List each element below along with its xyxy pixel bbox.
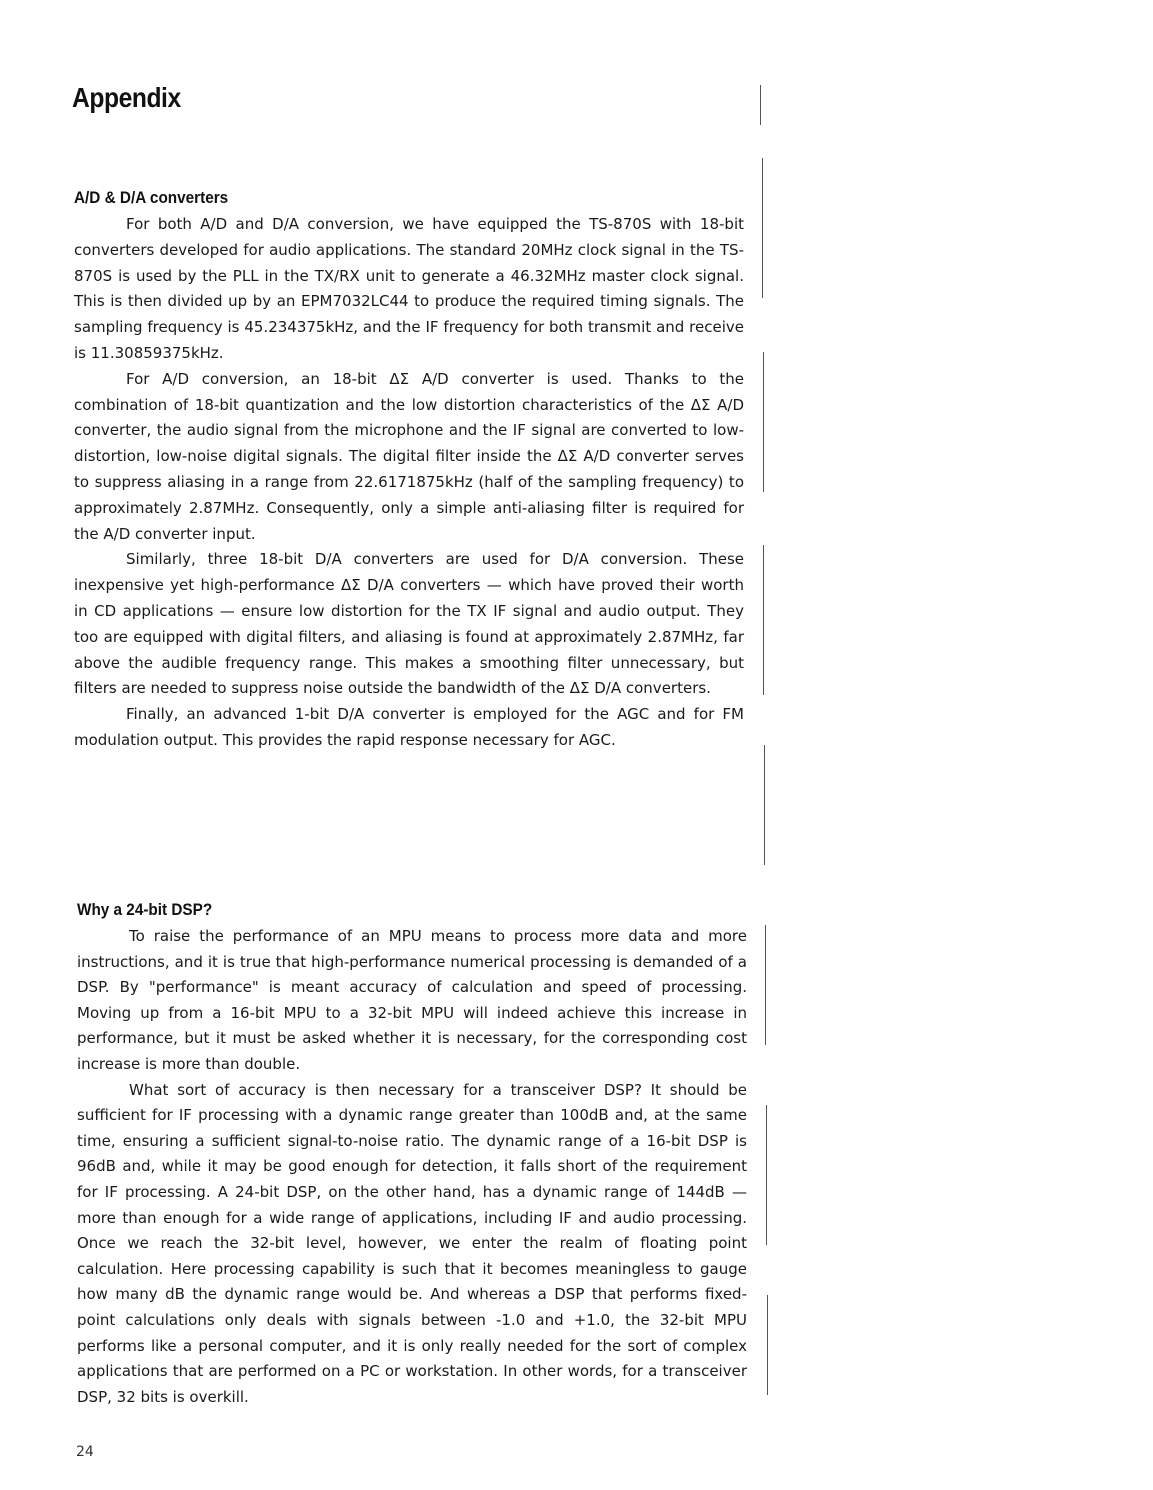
section-heading: A/D & D/A converters bbox=[74, 188, 229, 207]
scan-edge-mark bbox=[763, 545, 764, 695]
paragraph: To raise the performance of an MPU means to process more data and more instructions, and it is true that high-performance numerical processing is demanded of a DSP. By "performance" is meant accuracy of calculation and speed of processing. Moving up from a 16-bit MPU to a 32-bit MPU will indeed achieve this increase in performance, but it must be asked whether it is necessary, for the corresponding cost increase is more than double. bbox=[77, 927, 747, 1073]
scan-edge-mark bbox=[763, 352, 764, 492]
scan-edge-mark bbox=[762, 158, 763, 298]
paragraph: What sort of accuracy is then necessary for a transceiver DSP? It should be sufficient for IF processing with a dynamic range greater than 100dB and, at the same time, ensuring a sufficient signal-to-noise ratio. The dynamic range of a 16-bit DSP is 96dB and, while it may be good enough for detection, it falls short of the requirement for IF processing. A 24-bit DSP, on the other hand, has a dynamic range of 144dB — more than enough for a wide range of applications, including IF and audio processing. Once we reach the 32-bit level, however, we enter the realm of floating point calculation. Here processing capability is such that it becomes meaningless to gauge how many dB the dynamic range would be. And whereas a DSP that performs fixed-point calculations only deals with signals between -1.0 and +1.0, the 32-bit MPU performs like a personal computer, and it is only really needed for the sort of complex applications that are performed on a PC or workstation. In other words, for a transceiver DSP, 32 bits is overkill. bbox=[77, 1080, 747, 1406]
scan-edge-mark bbox=[764, 745, 765, 865]
scan-edge-mark bbox=[766, 1105, 767, 1245]
paragraph: Finally, an advanced 1-bit D/A converter is employed for the AGC and for FM modulation output. This provides the rapid response necessary for AGC. bbox=[74, 705, 744, 749]
scan-edge-mark bbox=[765, 925, 766, 1045]
scan-edge-mark bbox=[767, 1295, 768, 1395]
paragraph: For A/D conversion, an 18-bit ΔΣ A/D converter is used. Thanks to the combination of 18-bit quantization and the low distortion characteristics of the ΔΣ A/D converter, the audio signal from the microphone and the IF signal are converted to low-distortion, low-noise digital signals. The digital filter inside the ΔΣ A/D converter serves to suppress aliasing in a range from 22.6171875kHz (half of the sampling frequency) to approximately 2.87MHz. Consequently, only a simple anti-aliasing filter is required for the A/D converter input. bbox=[74, 369, 744, 543]
page-title: Appendix bbox=[72, 82, 181, 113]
paragraph: For both A/D and D/A conversion, we have equipped the TS-870S with 18-bit converters developed for audio applications. The standard 20MHz clock signal in the TS-870S is used by the PLL in the TX/RX unit to generate a 46.32MHz master clock signal. This is then divided up by an EPM7032LC44 to produce the required timing signals. The sampling frequency is 45.234375kHz, and the IF frequency for both transmit and receive is 11.30859375kHz. bbox=[74, 215, 744, 362]
page-number: 24 bbox=[76, 1444, 94, 1460]
scan-edge-mark bbox=[760, 85, 761, 125]
section-heading: Why a 24-bit DSP? bbox=[77, 900, 213, 919]
paragraph: Similarly, three 18-bit D/A converters are used for D/A conversion. These inexpensive yet high-performance ΔΣ D/A converters — which have proved their worth in CD applications — ensure low distortion for the TX IF signal and audio output. They too are equipped with digital filters, and aliasing is found at approximately 2.87MHz, far above the audible frequency range. This makes a smoothing filter unnecessary, but filters are needed to suppress noise outside the bandwidth of the ΔΣ D/A converters. bbox=[74, 550, 744, 698]
section-ad-da-converters bbox=[74, 188, 744, 754]
section-24-bit-dsp bbox=[77, 900, 747, 1410]
